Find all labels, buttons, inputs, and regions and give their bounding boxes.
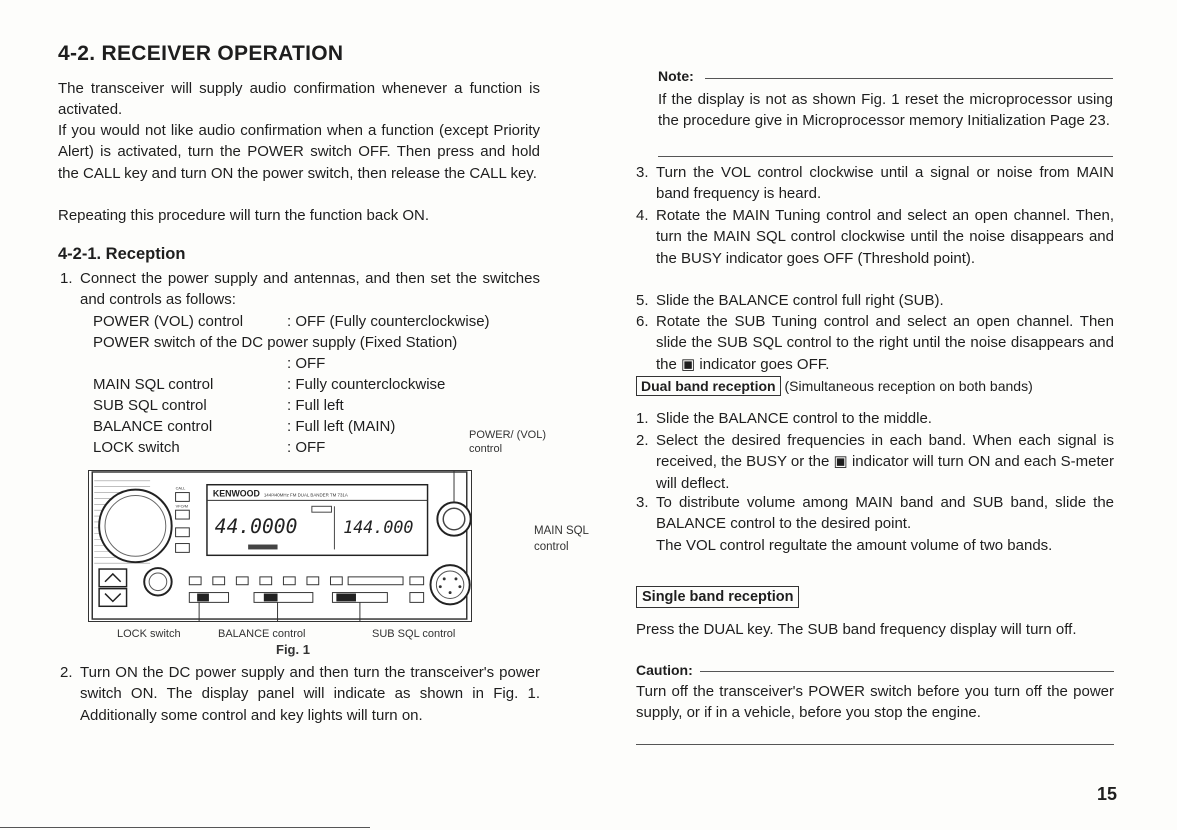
subsection-heading: 4-2-1. Reception [58, 245, 186, 263]
dual-step-2-number: 2. [636, 432, 649, 449]
dual-band-note: (Simultaneous reception on both bands) [784, 378, 1033, 394]
balance-slider [254, 593, 313, 603]
brand-logo: KENWOOD [212, 488, 260, 499]
intro-paragraph-2: If you would not like audio confirmation when a function (except Priority Alert) is activated, turn the POWER switch OFF. Then press and hold the CALL key and turn ON the power switch, then release the CALL key. [58, 122, 540, 182]
note-label: Note: [658, 68, 694, 84]
step-1 [60, 268, 540, 311]
step-4-text: Rotate the MAIN Tuning control and select an open channel. Then, turn the MAIN SQL control clockwise until the noise disappears and the BUSY indicator goes OFF (Threshold point). [656, 207, 1114, 267]
page-number: 15 [1096, 784, 1117, 804]
single-band-text: Press the DUAL key. The SUB band frequency display will turn off. [636, 621, 1077, 638]
caution-label: Caution: [636, 662, 693, 678]
dual-step-1 [636, 408, 1114, 429]
dual-step-3-text: To distribute volume among MAIN band and SUB band, slide the BALANCE control to the desired point. [656, 494, 1114, 533]
step-2-text: Turn ON the DC power supply and then turn the transceiver's power switch ON. The display panel will indicate as shown in Fig. 1. Additionally some control and key lights will turn on. [80, 664, 540, 724]
setting-value: : Fully counterclockwise [287, 376, 446, 393]
callout-power-vol: POWER/ (VOL) control [469, 429, 547, 455]
step-2-number: 2. [60, 664, 73, 681]
setting-value: : Full left (MAIN) [287, 418, 396, 435]
intro-paragraph-1: The transceiver will supply audio confirmation whenever a function is activated. [58, 80, 540, 119]
step-5-number: 5. [636, 292, 649, 309]
step-6-number: 6. [636, 313, 649, 330]
step-5-text: Slide the BALANCE control full right (SUB). [656, 292, 944, 309]
main-tuning-knob [99, 490, 172, 563]
setting-label: POWER (VOL) control [93, 313, 244, 330]
step-1-number: 1. [60, 270, 73, 287]
model-strip: 144/440MHz FM DUAL BANDER TM 731A [263, 492, 348, 498]
sub-frequency-display: 144.000 [343, 517, 414, 537]
step-2 [60, 662, 540, 726]
setting-label: SUB SQL control [93, 397, 207, 414]
callout-sub-sql: SUB SQL control [372, 628, 456, 640]
dual-step-2-text: Select the desired frequencies in each band. When each signal is received, the BUSY or the ▣ indicator will turn ON and each S-meter will deflect. [656, 432, 1114, 492]
callout-lock: LOCK switch [117, 628, 181, 640]
step-4-number: 4. [636, 207, 649, 224]
note-rule-bottom [658, 156, 1113, 157]
dual-step-1-number: 1. [636, 410, 649, 427]
setting-label: POWER switch of the DC power supply (Fixed Station) [93, 334, 458, 351]
caution-rule-bottom [636, 744, 1114, 745]
dual-band-label: Dual band reception [636, 376, 781, 396]
sub-tuning-knob [144, 568, 171, 595]
callout-main-sql: MAIN SQL control [534, 525, 589, 553]
step-3-text: Turn the VOL control clockwise until a signal or noise from MAIN band frequency is heard. [656, 164, 1114, 203]
figure-caption: Fig. 1 [276, 642, 310, 657]
power-vol-knob [437, 502, 470, 535]
svg-text:VFO/M: VFO/M [175, 503, 188, 509]
caution-rule-top [700, 671, 1114, 672]
step-5 [636, 290, 1114, 311]
dual-step-3-number: 3. [636, 494, 649, 511]
intro-paragraph-3: Repeating this procedure will turn the function back ON. [58, 207, 430, 224]
setting-label: LOCK switch [93, 439, 180, 456]
step-3 [636, 162, 1114, 205]
note-rule-top [705, 78, 1113, 79]
setting-value: : OFF [287, 439, 326, 456]
bottom-edge-rule [0, 827, 370, 828]
setting-label: MAIN SQL control [93, 376, 214, 393]
step-6 [636, 311, 1114, 375]
setting-label: BALANCE control [93, 418, 213, 435]
single-band-label: Single band reception [636, 586, 799, 608]
dual-step-3 [636, 492, 1114, 535]
transceiver-front-panel-illustration [88, 470, 472, 622]
caution-text: Turn off the transceiver's POWER switch before you turn off the power supply, or if in a vehicle, before you stop the engine. [636, 683, 1114, 722]
setting-value: : OFF [287, 355, 326, 372]
setting-value: : Full left [287, 397, 344, 414]
setting-value: : OFF (Fully counterclockwise) [287, 313, 490, 330]
dual-step-2 [636, 430, 1114, 494]
dual-extra-text: The VOL control regultate the amount volume of two bands. [656, 537, 1053, 554]
dual-step-1-text: Slide the BALANCE control to the middle. [656, 410, 932, 427]
dual-band-heading [636, 376, 1033, 396]
main-frequency-display: 44.0000 [214, 514, 298, 538]
step-3-number: 3. [636, 164, 649, 181]
svg-text:CALL: CALL [175, 485, 186, 491]
step-1-text: Connect the power supply and antennas, and then set the switches and controls as follows: [80, 270, 540, 309]
section-heading: 4-2. RECEIVER OPERATION [58, 42, 344, 65]
step-4 [636, 205, 1114, 269]
note-text: If the display is not as shown Fig. 1 reset the microprocessor using the procedure give in Microprocessor memory Initialization Page 23. [658, 91, 1113, 130]
single-band-heading [636, 586, 799, 608]
step-6-text: Rotate the SUB Tuning control and select an open channel. Then slide the SUB SQL control to the right until the noise disappears and the ▣ indicator goes OFF. [656, 313, 1114, 373]
callout-balance: BALANCE control [218, 628, 306, 640]
